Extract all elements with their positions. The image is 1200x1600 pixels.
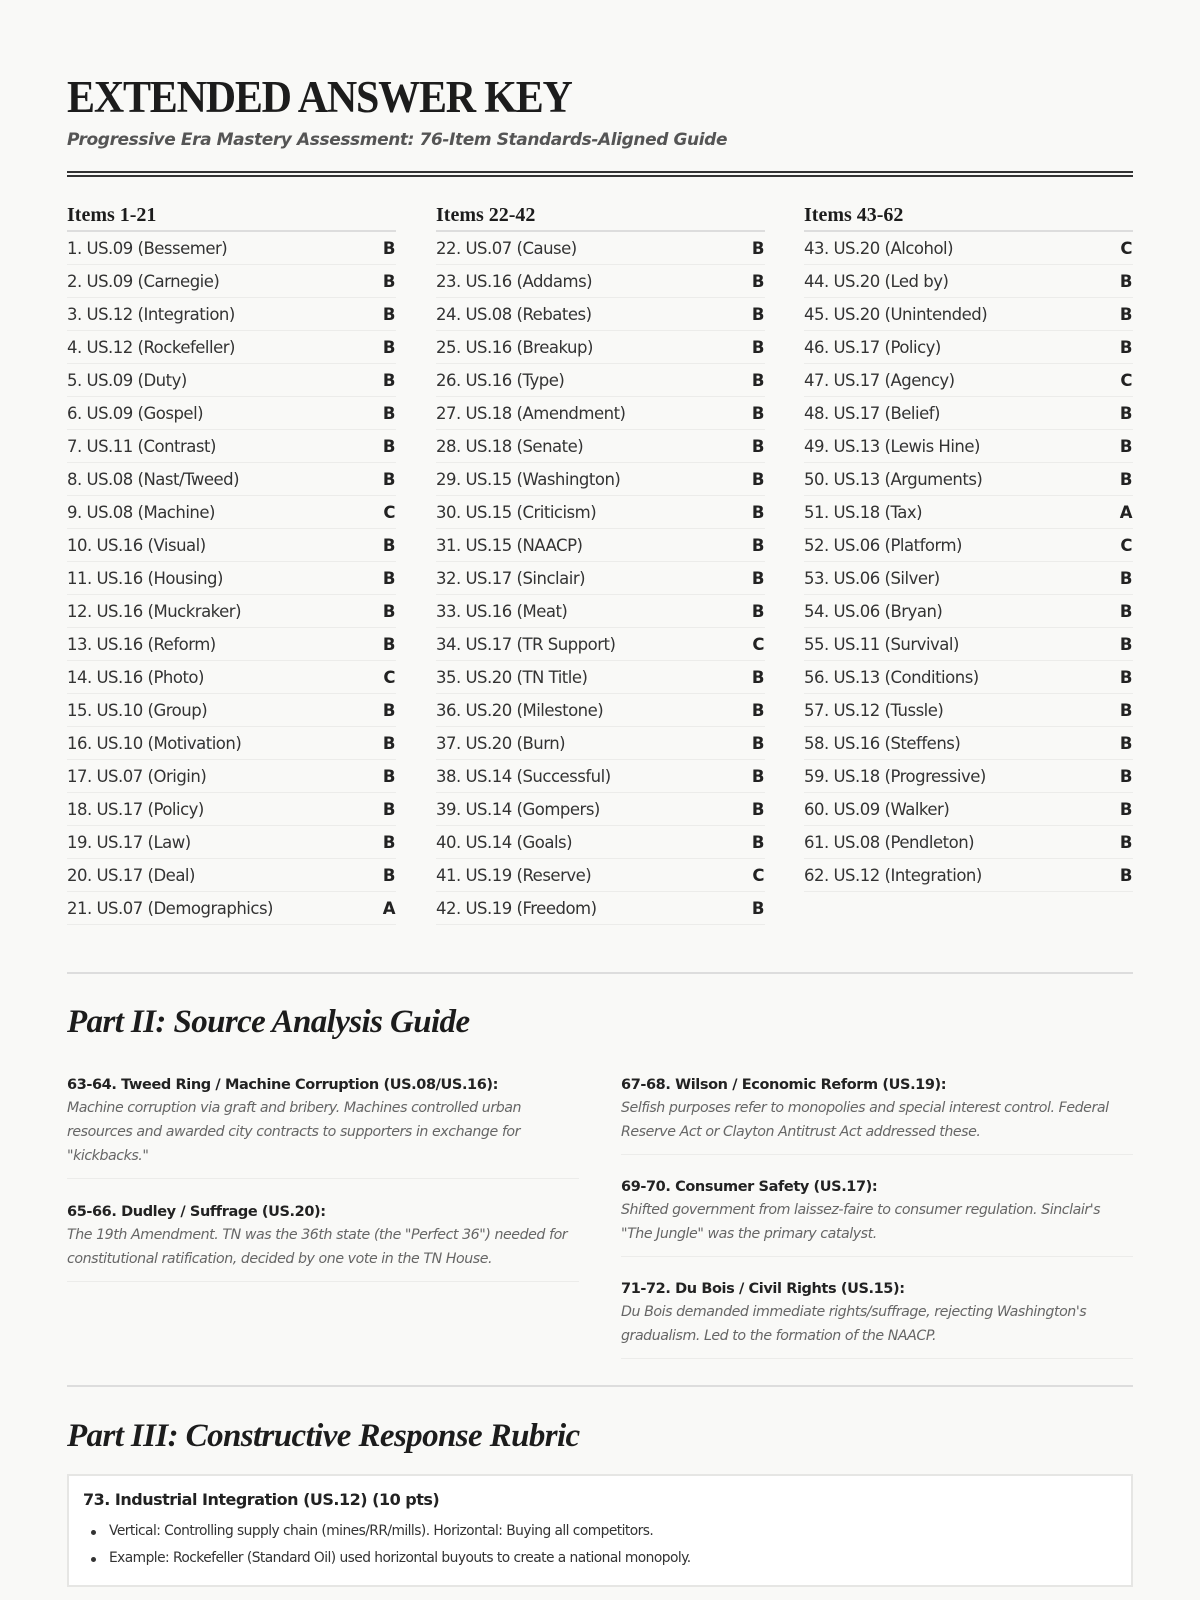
item-label: 6. US.09 (Gospel) — [67, 403, 204, 423]
item-label: 36. US.20 (Milestone) — [436, 700, 604, 720]
answer-row — [67, 364, 396, 397]
answer-letter: B — [1119, 568, 1132, 588]
item-label: 9. US.08 (Machine) — [67, 502, 215, 522]
answer-row — [67, 661, 396, 694]
answer-row — [804, 793, 1133, 826]
answer-row — [436, 562, 765, 595]
source-item — [621, 1278, 1133, 1359]
answer-row — [804, 562, 1133, 595]
item-label: 4. US.12 (Rockefeller) — [67, 337, 235, 357]
item-label: 55. US.11 (Survival) — [804, 634, 959, 654]
answer-row — [804, 397, 1133, 430]
source-item — [621, 1176, 1133, 1257]
answer-letter: B — [751, 568, 764, 588]
answer-row — [67, 562, 396, 595]
answer-letter: A — [382, 898, 395, 918]
item-label: 40. US.14 (Goals) — [436, 832, 573, 852]
page-title: EXTENDED ANSWER KEY — [67, 73, 572, 123]
answer-letter: C — [383, 667, 395, 687]
answer-row — [436, 595, 765, 628]
rubric-criteria-list — [83, 1518, 1117, 1572]
item-label: 49. US.13 (Lewis Hine) — [804, 436, 980, 456]
answer-letter: B — [1119, 700, 1132, 720]
item-label: 35. US.20 (TN Title) — [436, 667, 588, 687]
answer-letter: B — [751, 766, 764, 786]
answer-row — [804, 331, 1133, 364]
answer-row — [436, 760, 765, 793]
item-label: 21. US.07 (Demographics) — [67, 898, 273, 918]
answer-letter: B — [382, 733, 395, 753]
answer-letter: C — [1120, 535, 1132, 555]
item-label: 43. US.20 (Alcohol) — [804, 238, 954, 258]
answer-letter: B — [382, 304, 395, 324]
answer-letter: B — [1119, 304, 1132, 324]
item-label: 37. US.20 (Burn) — [436, 733, 566, 753]
answer-letter: B — [1119, 865, 1132, 885]
answer-letter: B — [382, 337, 395, 357]
answer-row — [804, 529, 1133, 562]
header-double-rule — [67, 171, 1133, 177]
answer-row — [436, 694, 765, 727]
item-label: 13. US.16 (Reform) — [67, 634, 216, 654]
answer-row — [67, 826, 396, 859]
answer-row — [67, 298, 396, 331]
answer-letter: B — [382, 370, 395, 390]
answer-letter: B — [1119, 733, 1132, 753]
answer-letter: B — [382, 436, 395, 456]
item-label: 30. US.15 (Criticism) — [436, 502, 597, 522]
answer-row — [804, 760, 1133, 793]
answer-row — [67, 694, 396, 727]
item-label: 17. US.07 (Origin) — [67, 766, 207, 786]
item-label: 16. US.10 (Motivation) — [67, 733, 242, 753]
item-label: 42. US.19 (Freedom) — [436, 898, 597, 918]
answer-row — [67, 430, 396, 463]
item-label: 24. US.08 (Rebates) — [436, 304, 592, 324]
answer-row — [67, 727, 396, 760]
answer-column-2 — [436, 204, 765, 925]
answer-row — [436, 793, 765, 826]
answer-row — [67, 331, 396, 364]
source-heading: 71-72. Du Bois / Civil Rights (US.15): — [621, 1281, 905, 1297]
answer-letter: B — [1119, 766, 1132, 786]
answer-row — [67, 232, 396, 265]
answer-row — [67, 595, 396, 628]
answer-letter: B — [1119, 436, 1132, 456]
item-label: 47. US.17 (Agency) — [804, 370, 955, 390]
item-label: 26. US.16 (Type) — [436, 370, 565, 390]
item-label: 48. US.17 (Belief) — [804, 403, 940, 423]
item-label: 29. US.15 (Washington) — [436, 469, 621, 489]
source-item — [67, 1201, 579, 1282]
item-label: 12. US.16 (Muckraker) — [67, 601, 242, 621]
item-label: 7. US.11 (Contrast) — [67, 436, 216, 456]
answer-letter: B — [1119, 601, 1132, 621]
answer-row — [804, 694, 1133, 727]
item-label: 10. US.16 (Visual) — [67, 535, 206, 555]
answer-letter: B — [382, 700, 395, 720]
item-label: 45. US.20 (Unintended) — [804, 304, 988, 324]
answer-letter: B — [1119, 832, 1132, 852]
answer-row — [436, 430, 765, 463]
item-label: 33. US.16 (Meat) — [436, 601, 568, 621]
answer-letter: B — [751, 733, 764, 753]
answer-row — [436, 397, 765, 430]
item-label: 22. US.07 (Cause) — [436, 238, 577, 258]
section-divider — [67, 972, 1133, 974]
answer-letter: B — [1119, 634, 1132, 654]
item-label: 59. US.18 (Progressive) — [804, 766, 986, 786]
item-label: 51. US.18 (Tax) — [804, 502, 923, 522]
item-label: 32. US.17 (Sinclair) — [436, 568, 586, 588]
item-label: 58. US.16 (Steffens) — [804, 733, 961, 753]
item-label: 57. US.12 (Tussle) — [804, 700, 944, 720]
item-label: 23. US.16 (Addams) — [436, 271, 593, 291]
answer-letter: B — [382, 832, 395, 852]
answer-letter: B — [751, 601, 764, 621]
item-label: 11. US.16 (Housing) — [67, 568, 223, 588]
answer-letter: C — [383, 502, 395, 522]
item-label: 60. US.09 (Walker) — [804, 799, 950, 819]
answer-row — [67, 265, 396, 298]
answer-letter: B — [751, 403, 764, 423]
source-explanation: Du Bois demanded immediate rights/suffrage, rejecting Washington's gradualism. Led to the formation of the NAACP. — [621, 1304, 1087, 1344]
item-label: 52. US.06 (Platform) — [804, 535, 962, 555]
answer-letter: B — [751, 667, 764, 687]
item-label: 44. US.20 (Led by) — [804, 271, 949, 291]
answer-letter: B — [382, 271, 395, 291]
answer-letter: B — [751, 535, 764, 555]
answer-row — [67, 793, 396, 826]
item-label: 31. US.15 (NAACP) — [436, 535, 583, 555]
answer-row — [67, 859, 396, 892]
answer-letter: B — [1119, 799, 1132, 819]
item-label: 56. US.13 (Conditions) — [804, 667, 979, 687]
answer-letter: C — [1120, 370, 1132, 390]
column-heading: Items 22-42 — [436, 204, 765, 232]
item-label: 62. US.12 (Integration) — [804, 865, 982, 885]
answer-row — [436, 364, 765, 397]
part-3-title: Part III: Constructive Response Rubric — [67, 1418, 580, 1454]
answer-row — [436, 331, 765, 364]
answer-letter: B — [382, 535, 395, 555]
answer-letter: B — [382, 238, 395, 258]
answer-letter: B — [751, 832, 764, 852]
answer-row — [436, 628, 765, 661]
answer-letter: B — [1119, 403, 1132, 423]
answer-letter: B — [751, 436, 764, 456]
answer-row — [436, 232, 765, 265]
source-heading: 65-66. Dudley / Suffrage (US.20): — [67, 1204, 326, 1220]
item-label: 19. US.17 (Law) — [67, 832, 191, 852]
answer-letter: B — [1119, 337, 1132, 357]
answer-row — [436, 496, 765, 529]
answer-letter: B — [751, 799, 764, 819]
item-label: 50. US.13 (Arguments) — [804, 469, 983, 489]
answer-row — [804, 496, 1133, 529]
source-explanation: Shifted government from laissez-faire to consumer regulation. Sinclair's "The Jungle" was the primary catalyst. — [621, 1202, 1101, 1242]
source-explanation: Selfish purposes refer to monopolies and special interest control. Federal Reserve Act or Clayton Antitrust Act addressed these. — [621, 1100, 1109, 1140]
answer-row — [804, 826, 1133, 859]
item-label: 39. US.14 (Gompers) — [436, 799, 600, 819]
source-explanation: The 19th Amendment. TN was the 36th state (the "Perfect 36") needed for constitutional ratification, decided by one vote in the TN House. — [67, 1227, 568, 1267]
item-label: 41. US.19 (Reserve) — [436, 865, 592, 885]
answer-letter: B — [1119, 271, 1132, 291]
answer-row — [436, 265, 765, 298]
answer-row — [804, 232, 1133, 265]
item-label: 8. US.08 (Nast/Tweed) — [67, 469, 240, 489]
answer-row — [436, 529, 765, 562]
answer-row — [67, 892, 396, 925]
answer-letter: B — [382, 865, 395, 885]
item-label: 27. US.18 (Amendment) — [436, 403, 626, 423]
item-label: 20. US.17 (Deal) — [67, 865, 195, 885]
answer-letter: C — [1120, 238, 1132, 258]
answer-letter: B — [382, 403, 395, 423]
item-label: 3. US.12 (Integration) — [67, 304, 235, 324]
answer-letter: B — [751, 370, 764, 390]
answer-row — [436, 298, 765, 331]
source-heading: 69-70. Consumer Safety (US.17): — [621, 1179, 878, 1195]
answer-letter: B — [382, 766, 395, 786]
item-label: 53. US.06 (Silver) — [804, 568, 940, 588]
answer-row — [436, 661, 765, 694]
answer-letter: B — [382, 568, 395, 588]
item-label: 46. US.17 (Policy) — [804, 337, 941, 357]
column-heading: Items 43-62 — [804, 204, 1133, 232]
item-label: 38. US.14 (Successful) — [436, 766, 611, 786]
answer-letter: B — [751, 502, 764, 522]
source-explanation: Machine corruption via graft and bribery. Machines controlled urban resources and awarded city contracts to supporters in exchange for "kickbacks." — [67, 1100, 522, 1164]
answer-row — [67, 496, 396, 529]
source-item — [67, 1074, 579, 1179]
answer-letter: B — [382, 469, 395, 489]
answer-letter: A — [1119, 502, 1132, 522]
source-item — [621, 1074, 1133, 1155]
item-label: 61. US.08 (Pendleton) — [804, 832, 975, 852]
answer-row — [436, 892, 765, 925]
answer-letter: B — [751, 469, 764, 489]
answer-letter: B — [382, 601, 395, 621]
answer-letter: B — [382, 799, 395, 819]
answer-column-3 — [804, 204, 1133, 892]
answer-letter: B — [751, 337, 764, 357]
answer-letter: C — [752, 865, 764, 885]
answer-row — [436, 826, 765, 859]
answer-letter: B — [751, 898, 764, 918]
source-heading: 63-64. Tweed Ring / Machine Corruption (US.08/US.16): — [67, 1077, 499, 1093]
answer-row — [436, 463, 765, 496]
answer-row — [804, 661, 1133, 694]
item-label: 25. US.16 (Breakup) — [436, 337, 593, 357]
answer-letter: B — [382, 634, 395, 654]
answer-row — [804, 628, 1133, 661]
item-label: 34. US.17 (TR Support) — [436, 634, 616, 654]
source-heading: 67-68. Wilson / Economic Reform (US.19): — [621, 1077, 947, 1093]
item-label: 14. US.16 (Photo) — [67, 667, 204, 687]
answer-row — [67, 628, 396, 661]
item-label: 28. US.18 (Senate) — [436, 436, 584, 456]
part-2-title: Part II: Source Analysis Guide — [67, 1004, 470, 1040]
answer-row — [804, 463, 1133, 496]
answer-column-1 — [67, 204, 396, 925]
section-divider — [67, 1385, 1133, 1387]
answer-letter: C — [752, 634, 764, 654]
answer-row — [804, 595, 1133, 628]
answer-row — [67, 397, 396, 430]
item-label: 54. US.06 (Bryan) — [804, 601, 943, 621]
answer-row — [804, 265, 1133, 298]
answer-letter: B — [751, 304, 764, 324]
answer-row — [804, 430, 1133, 463]
answer-row — [804, 727, 1133, 760]
answer-letter: B — [1119, 667, 1132, 687]
rubric-criterion: Vertical: Controlling supply chain (mines/RR/mills). Horizontal: Buying all competitors. — [83, 1518, 1117, 1545]
rubric-heading: 73. Industrial Integration (US.12) (10 pts) — [83, 1490, 440, 1509]
page-subtitle: Progressive Era Mastery Assessment: 76-Item Standards-Aligned Guide — [67, 130, 728, 150]
answer-letter: B — [751, 700, 764, 720]
rubric-card — [67, 1474, 1133, 1587]
answer-row — [436, 859, 765, 892]
item-label: 5. US.09 (Duty) — [67, 370, 187, 390]
answer-letter: B — [1119, 469, 1132, 489]
item-label: 18. US.17 (Policy) — [67, 799, 204, 819]
answer-row — [67, 463, 396, 496]
item-label: 15. US.10 (Group) — [67, 700, 208, 720]
answer-letter: B — [751, 238, 764, 258]
answer-row — [436, 727, 765, 760]
column-heading: Items 1-21 — [67, 204, 396, 232]
answer-row — [804, 298, 1133, 331]
rubric-criterion: Example: Rockefeller (Standard Oil) used horizontal buyouts to create a national monopoly. — [83, 1545, 1117, 1572]
answer-row — [804, 364, 1133, 397]
answer-row — [67, 529, 396, 562]
item-label: 1. US.09 (Bessemer) — [67, 238, 228, 258]
item-label: 2. US.09 (Carnegie) — [67, 271, 220, 291]
answer-row — [804, 859, 1133, 892]
answer-letter: B — [751, 271, 764, 291]
answer-row — [67, 760, 396, 793]
